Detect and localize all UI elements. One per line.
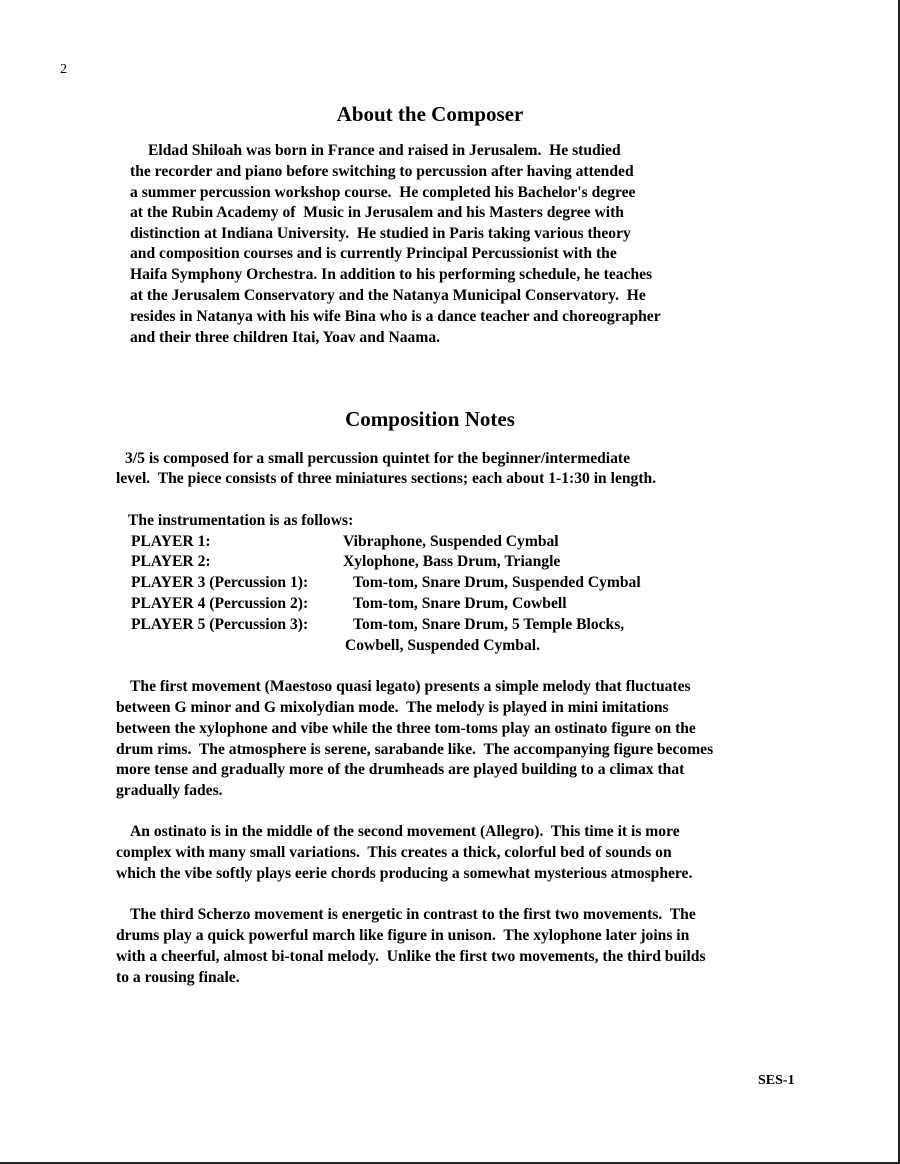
movement3-line: The third Scherzo movement is energetic in contrast to the first two movements. The	[130, 906, 696, 923]
about-line: and composition courses and is currently Principal Percussionist with the	[130, 245, 617, 262]
about-line: a summer percussion workshop course. He completed his Bachelor's degree	[130, 184, 636, 201]
about-line: Eldad Shiloah was born in France and raised in Jerusalem. He studied	[148, 142, 621, 159]
movement1-line: gradually fades.	[116, 782, 223, 799]
player-instruments-continuation: Cowbell, Suspended Cymbal.	[345, 637, 540, 654]
instrumentation-title: The instrumentation is as follows:	[128, 512, 354, 529]
player-label: PLAYER 4 (Percussion 2):	[131, 595, 309, 612]
player-label: PLAYER 2:	[131, 553, 211, 570]
footer-code: SES-1	[758, 1073, 795, 1088]
player-instruments: Xylophone, Bass Drum, Triangle	[343, 553, 561, 570]
page-number: 2	[60, 62, 67, 77]
player-instruments: Tom-tom, Snare Drum, Cowbell	[353, 595, 567, 612]
about-line: the recorder and piano before switching to percussion after having attended	[130, 163, 634, 180]
player-instruments: Tom-tom, Snare Drum, 5 Temple Blocks,	[353, 616, 625, 633]
player-label: PLAYER 1:	[131, 533, 211, 550]
player-label: PLAYER 5 (Percussion 3):	[131, 616, 309, 633]
about-line: and their three children Itai, Yoav and Naama.	[130, 329, 441, 346]
notes-heading: Composition Notes	[345, 407, 515, 431]
movement3-line: to a rousing finale.	[116, 969, 240, 986]
movement1-line: more tense and gradually more of the drumheads are played building to a climax that	[116, 761, 685, 778]
about-line: Haifa Symphony Orchestra. In addition to his performing schedule, he teaches	[130, 266, 653, 283]
movement1-line: drum rims. The atmosphere is serene, sarabande like. The accompanying figure becomes	[116, 741, 714, 758]
movement1-line: between G minor and G mixolydian mode. The melody is played in mini imitations	[116, 699, 669, 716]
movement1-line: between the xylophone and vibe while the three tom-toms play an ostinato figure on the	[116, 720, 696, 737]
movement2-line: An ostinato is in the middle of the second movement (Allegro). This time it is more	[130, 823, 680, 840]
about-line: at the Jerusalem Conservatory and the Natanya Municipal Conservatory. He	[130, 287, 646, 304]
about-line: resides in Natanya with his wife Bina who is a dance teacher and choreographer	[130, 308, 661, 325]
player-instruments: Tom-tom, Snare Drum, Suspended Cymbal	[353, 574, 641, 591]
about-heading: About the Composer	[336, 102, 524, 126]
player-instruments: Vibraphone, Suspended Cymbal	[343, 533, 559, 550]
movement1-line: The first movement (Maestoso quasi legato) presents a simple melody that fluctuates	[130, 678, 691, 695]
movement3-line: drums play a quick powerful march like figure in unison. The xylophone later joins in	[116, 927, 690, 944]
movement2-line: complex with many small variations. This creates a thick, colorful bed of sounds on	[116, 844, 672, 861]
about-line: distinction at Indiana University. He studied in Paris taking various theory	[130, 225, 631, 242]
player-label: PLAYER 3 (Percussion 1):	[131, 574, 309, 591]
movement3-line: with a cheerful, almost bi-tonal melody. Unlike the first two movements, the third builds	[116, 948, 706, 965]
notes-intro-line: level. The piece consists of three miniatures sections; each about 1-1:30 in length.	[116, 470, 657, 487]
about-line: at the Rubin Academy of Music in Jerusalem and his Masters degree with	[130, 204, 624, 221]
movement2-line: which the vibe softly plays eerie chords producing a somewhat mysterious atmosphere.	[116, 865, 693, 882]
notes-intro-line: 3/5 is composed for a small percussion quintet for the beginner/intermediate	[125, 450, 631, 467]
